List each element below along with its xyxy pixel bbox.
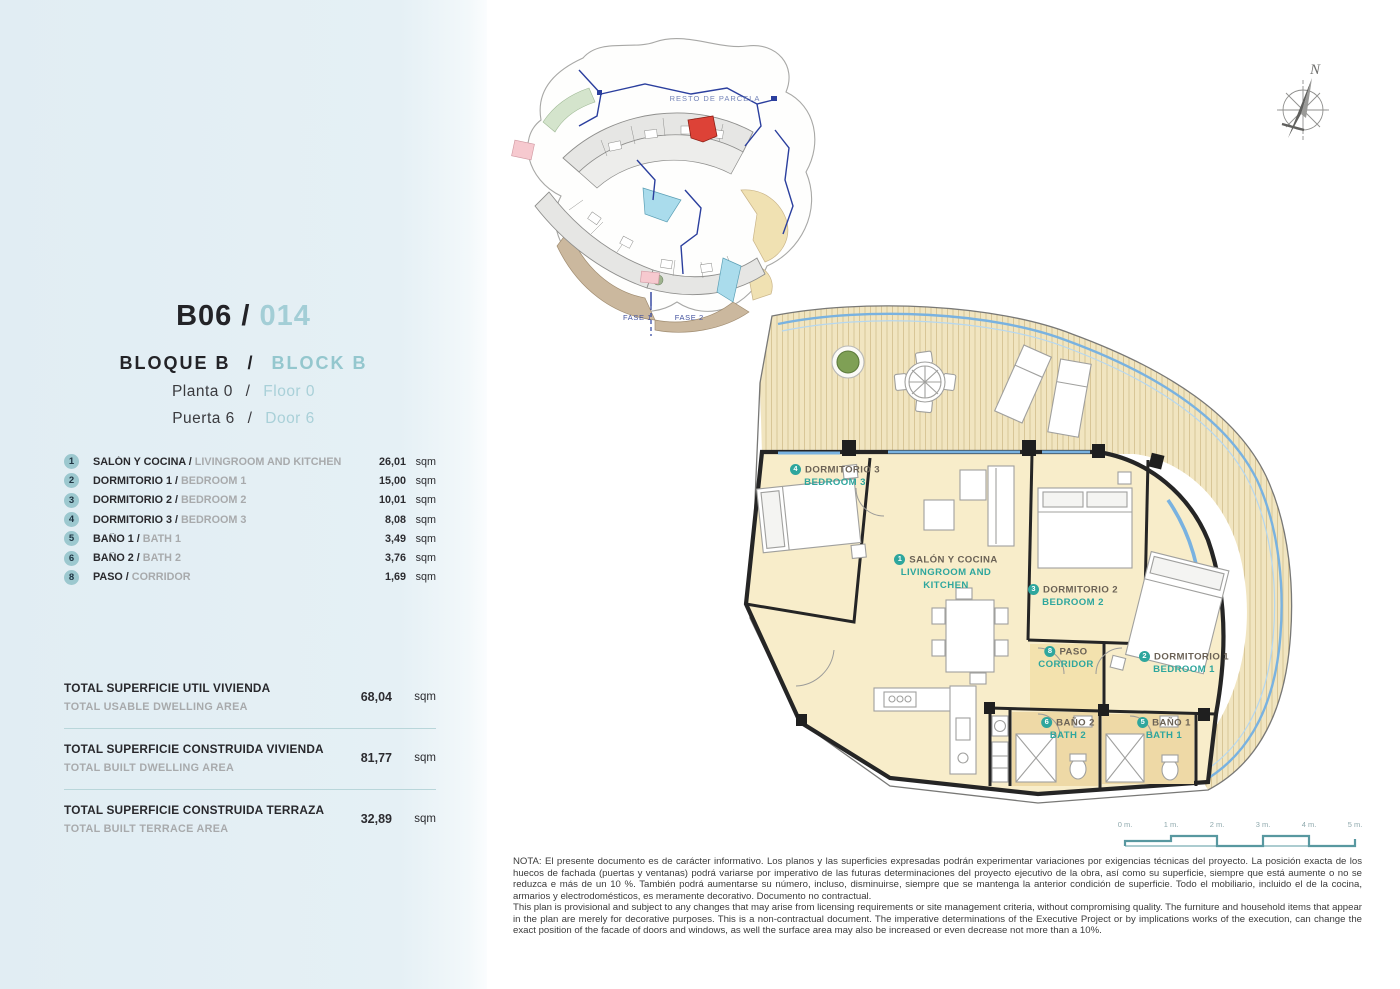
room-area-unit: sqm [415,552,436,565]
table-row [64,471,436,490]
room-name-en: LIVINGROOM AND KITCHEN [194,455,342,468]
compass-north-label: N [1310,62,1321,78]
plan-label-bedroom1 [1139,651,1229,677]
total-label-en: TOTAL BUILT TERRACE AREA [64,823,229,835]
room-name-es: DORMITORIO 3 [93,513,172,526]
room-badge: 4 [790,464,801,475]
room-badge: 8 [1044,646,1055,657]
plan-room-name-es: BAÑO 2 [1056,717,1095,729]
room-number-badge: 6 [64,551,79,566]
name-separator: / [133,532,143,545]
plan-label-livingroom [894,554,998,593]
total-label-es: TOTAL SUPERFICIE CONSTRUIDA VIVIENDA [64,742,324,756]
room-name-en: BATH 1 [142,532,181,545]
scale-tick: 0 m. [1117,820,1133,829]
total-label-en: TOTAL USABLE DWELLING AREA [64,701,248,713]
door-slash: / [247,410,253,427]
table-row [64,529,436,548]
scale-bar [1117,820,1368,854]
plan-room-name-en: LIVINGROOM AND KITCHEN [900,567,992,592]
plan-room-name-es: DORMITORIO 1 [1154,651,1229,663]
plan-label-bath1 [1137,717,1191,743]
disclaimer-en: This plan is provisional and subject to any changes that may arise from licensing requirements or site management criteria, without compromising quality. The furniture and household items that appear in the plan are merely for decorative purposes. This is a non-contractual document. The imperative determinations of the Executive Project or by implications works of the execution, can change the exact position of the facade of doors and windows, as well the surface area may also be increased or even decrease not more than a 10%. [513,902,1362,936]
scale-tick: 5 m. [1347,820,1363,829]
room-area-value: 3,49 [384,532,406,545]
unit-title-block [0,300,487,428]
totals-section [64,668,436,850]
room-name-es: PASO [93,571,123,584]
fase2-label: FASE 2 [674,313,704,322]
plan-room-name-es: SALÓN Y COCINA [909,554,998,566]
total-unit: sqm [414,691,436,703]
plan-room-name-en: BATH 2 [1049,730,1087,742]
total-label-en: TOTAL BUILT DWELLING AREA [64,762,235,774]
sidebar [0,0,487,989]
table-row [64,510,436,529]
plan-label-bedroom3 [790,464,880,490]
block-line [0,353,487,374]
room-number-badge: 2 [64,473,79,488]
plan-room-name-en: BEDROOM 3 [804,477,866,489]
table-row [64,491,436,510]
total-value: 81,77 [360,751,392,765]
room-area-unit: sqm [415,513,436,526]
scale-tick: 1 m. [1163,820,1179,829]
unit-code: B06 [176,300,233,332]
room-number-badge: 1 [64,454,79,469]
room-area-value: 15,00 [378,474,406,487]
room-name-es: SALÓN Y COCINA [93,455,186,468]
scale-tick: 2 m. [1209,820,1225,829]
name-separator: / [122,571,132,584]
room-name-en: BEDROOM 3 [180,513,247,526]
highlighted-unit [688,116,717,142]
room-badge: 3 [1028,584,1039,595]
room-area-value: 8,08 [384,513,406,526]
room-name-es: BAÑO 1 [93,532,134,545]
block-en: BLOCK B [271,353,368,373]
room-area-unit: sqm [415,474,436,487]
plan-room-name-en: BEDROOM 2 [1042,597,1104,609]
floor-slash: / [245,383,251,400]
door-es: Puerta 6 [172,410,235,427]
table-row [64,452,436,471]
room-number-badge: 3 [64,493,79,508]
fase1-label: FASE 1 [623,313,653,322]
room-area-value: 26,01 [378,455,406,468]
scale-tick: 4 m. [1301,820,1317,829]
room-area-value: 3,76 [384,552,406,565]
scale-tick: 3 m. [1255,820,1271,829]
total-value: 32,89 [360,812,392,826]
site-plan-resto-label: RESTO DE PARCELA [669,94,761,103]
total-label-es: TOTAL SUPERFICIE CONSTRUIDA TERRAZA [64,803,325,817]
room-area-unit: sqm [415,494,436,507]
total-terrace-row [64,790,436,850]
block-slash: / [247,353,255,373]
plan-room-name-es: BAÑO 1 [1152,717,1191,729]
room-name-es: BAÑO 2 [93,552,134,565]
unit-number: 014 [259,300,311,332]
plan-label-bedroom2 [1028,584,1118,610]
plan-room-name-es: DORMITORIO 2 [1043,584,1118,596]
plan-room-name-en: CORRIDOR [1038,659,1094,671]
total-unit: sqm [414,813,436,825]
unit-slash: / [241,300,260,332]
name-separator: / [171,513,181,526]
plan-room-name-es: PASO [1059,646,1088,658]
table-row [64,548,436,567]
door-en: Door 6 [265,410,315,427]
site-plan-fase-labels [623,313,724,322]
scale-bar-steps [1125,836,1355,846]
door-line [0,410,487,428]
apartment-floor-plan [738,288,1323,813]
total-value: 68,04 [360,690,392,704]
plan-room-name-en: BEDROOM 1 [1153,664,1215,676]
room-name-es: DORMITORIO 2 [93,494,172,507]
room-area-value: 1,69 [384,571,406,584]
plan-label-corridor [1038,646,1093,672]
compass-rose [1270,56,1342,152]
total-built-row [64,729,436,790]
plan-room-name-en: BATH 1 [1145,730,1183,742]
room-number-badge: 5 [64,531,79,546]
name-separator: / [133,552,143,565]
disclaimer-note [513,856,1362,937]
table-row [64,568,436,587]
floor-es: Planta 0 [171,383,233,400]
room-name-en: BATH 2 [142,552,181,565]
name-separator: / [185,455,195,468]
room-number-badge: 8 [64,570,79,585]
name-separator: / [171,494,181,507]
room-area-value: 10,01 [378,494,406,507]
plan-label-bath2 [1041,717,1095,743]
unit-title [0,300,487,333]
room-area-table [64,452,436,587]
room-area-unit: sqm [415,571,436,584]
plan-room-name-es: DORMITORIO 3 [805,464,880,476]
total-label-es: TOTAL SUPERFICIE UTIL VIVIENDA [64,681,271,695]
room-name-en: CORRIDOR [131,571,191,584]
room-name-en: BEDROOM 2 [180,494,247,507]
total-unit: sqm [414,752,436,764]
room-number-badge: 4 [64,512,79,527]
room-badge: 1 [894,554,905,565]
room-badge: 2 [1139,651,1150,662]
disclaimer-es: NOTA: El presente documento es de carácter informativo. Los planos y las superficies expresadas podrán experimentar variaciones por exigencias técnicas del proyecto. La posición exacta de los huecos de fachada (puertas y ventanas) podrá variarse por imperativo de las futuras determinaciones del proyecto ejecutivo de la obra, así como su superficie, siempre que está aumente o no se reduzca e más de un 10 %. También podrá aumentarse su número, incluso, disminuirse, siempre que se mantenga la anterior condición de superficie. Todo el mobiliario, incluido el de la cocina, armarios y electrodomésticos, es meramente decorativo. Documento no contractual. [513,856,1362,902]
floor-en: Floor 0 [263,383,316,400]
total-usable-row [64,668,436,729]
room-name-es: DORMITORIO 1 [93,474,172,487]
room-name-en: BEDROOM 1 [180,474,247,487]
room-area-unit: sqm [415,532,436,545]
block-es: BLOQUE B [119,353,231,373]
room-badge: 5 [1137,717,1148,728]
name-separator: / [171,474,181,487]
floor-line [0,383,487,401]
room-area-unit: sqm [415,455,436,468]
room-badge: 6 [1041,717,1052,728]
